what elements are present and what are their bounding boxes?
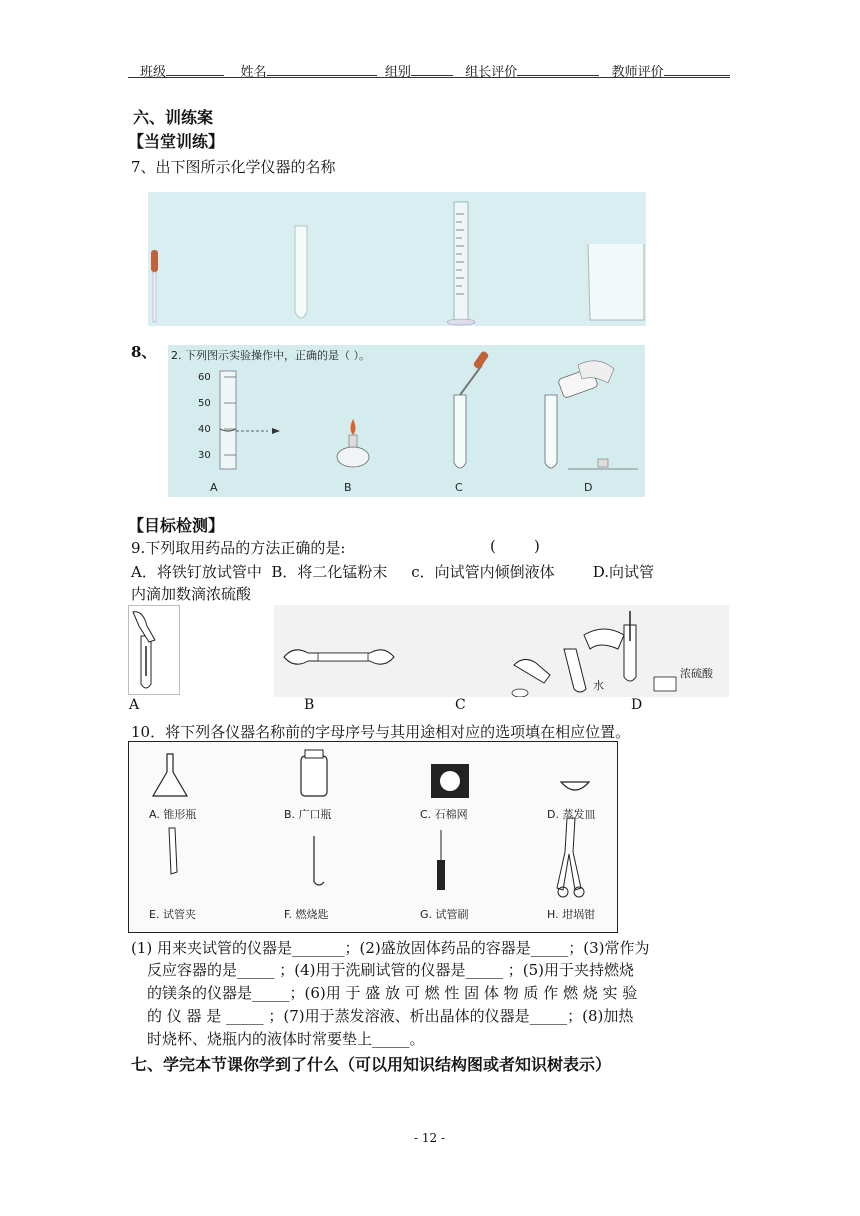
leader-eval-blank[interactable] <box>517 63 599 76</box>
question-9-paren[interactable]: ( ) <box>490 537 540 555</box>
question-8-image <box>168 345 645 497</box>
q8-diagram <box>168 345 645 497</box>
q9c-stopper-icon <box>512 689 528 697</box>
header-rule <box>128 77 730 78</box>
c-dropper-icon <box>473 350 490 369</box>
q10-line-1: (1) 用来夹试管的仪器是_______；(2)盛放固体药品的容器是_____；(3)常作为 <box>131 939 650 957</box>
question-9-options: A．将铁钉放试管中 B．将二化锰粉末 c．向试管内倾倒液体 D.向试管 <box>131 563 655 581</box>
instrument-drawing <box>148 192 646 326</box>
item-d-label: D. 蒸发皿 <box>547 808 596 821</box>
teacher-eval-blank[interactable] <box>664 63 730 76</box>
item-c-label: C. 石棉网 <box>420 808 468 821</box>
q9c-bottle-icon <box>584 629 624 649</box>
name-label: 姓名 <box>240 65 267 80</box>
bottle-cap-icon <box>598 459 608 467</box>
question-7: 7、出下图所示化学仪器的名称 <box>131 158 336 176</box>
q8-label-a: A <box>210 481 218 494</box>
q9-water-label: 水 <box>593 679 604 692</box>
q8-label-b: B <box>344 481 352 494</box>
class-blank[interactable] <box>166 63 224 76</box>
question-8-number: 8、 <box>131 343 157 361</box>
q8-label-d: D <box>584 481 593 494</box>
tick-30: 30 <box>198 450 211 461</box>
dropper-bulb-icon <box>151 250 158 272</box>
item-g-label: G. 试管刷 <box>420 908 469 921</box>
group-blank[interactable] <box>411 63 453 76</box>
acid-bottle-icon <box>654 677 676 691</box>
q8-image-question: 2. 下列图示实验操作中，正确的是（ ）。 <box>171 349 370 362</box>
question-9-stem: 9.下列取用药品的方法正确的是: <box>131 539 346 557</box>
cylinder-icon <box>220 371 236 469</box>
leader-eval-label: 组长评价 <box>465 65 518 80</box>
goal-check-title: 【目标检测】 <box>128 516 225 535</box>
flame-icon <box>351 419 356 435</box>
group-label: 组别 <box>384 65 411 80</box>
conical-flask-icon <box>153 754 187 796</box>
q9-label-c: C <box>455 697 466 713</box>
wide-mouth-bottle-icon <box>301 756 327 796</box>
item-f-label: F. 燃烧匙 <box>284 908 329 921</box>
q9-acid-label: 浓硫酸 <box>680 667 713 680</box>
alcohol-lamp-icon <box>337 447 369 467</box>
q10-line-2: 反应容器的是_____ ；(4)用于洗刷试管的仪器是_____ ；(5)用于夹持燃烧 <box>147 961 635 979</box>
q10-line-5: 时烧杯、烧瓶内的液体时常要垫上_____。 <box>147 1030 425 1048</box>
q9-label-a: A <box>129 697 140 713</box>
q9-image-a <box>128 605 180 695</box>
page-number: - 12 - <box>414 1131 446 1145</box>
eye-icon <box>272 428 280 434</box>
item-a-label: A. 锥形瓶 <box>149 808 197 821</box>
section-7-title: 七、学完本节课你学到了什么（可以用知识结构图或者知识树表示） <box>131 1055 612 1074</box>
tick-60: 60 <box>198 372 211 383</box>
q10-line-3: 的镁条的仪器是_____；(6)用 于 盛 放 可 燃 性 固 体 物 质 作 燃 烧 实 验 <box>147 984 638 1002</box>
q9c-hand-icon <box>514 659 550 683</box>
evaporating-dish-icon <box>561 782 589 790</box>
instrument-photo <box>148 192 646 326</box>
q9-image-bcd <box>274 605 729 697</box>
section-6-title: 六、训练案 <box>133 108 214 127</box>
q10-line-4: 的 仪 器 是 _____ ；(7)用于蒸发溶液、析出晶体的仪器是_____；(8)加热 <box>147 1007 634 1025</box>
test-tube-icon <box>295 226 307 318</box>
q9-label-b: B <box>304 697 315 713</box>
question-10-stem: 10．将下列各仪器名称前的字母序号与其用途相对应的选项填在相应位置。 <box>131 723 631 741</box>
dropper-tube-icon <box>153 272 156 322</box>
graduated-cylinder-icon <box>454 202 468 320</box>
item-h-label: H. 坩埚钳 <box>547 908 596 921</box>
tick-40: 40 <box>198 424 211 435</box>
name-blank[interactable] <box>267 63 377 76</box>
class-training-title: 【当堂训练】 <box>128 132 225 151</box>
q8-label-c: C <box>455 481 463 494</box>
test-tube-clamp-icon <box>169 828 177 874</box>
question-9-options-cont: 内滴加数滴浓硫酸 <box>131 585 252 603</box>
beaker-icon <box>588 244 644 320</box>
d-test-tube-icon <box>545 395 557 468</box>
tick-50: 50 <box>198 398 211 409</box>
c-test-tube-icon <box>454 395 466 468</box>
class-label: 班级 <box>140 65 167 80</box>
q9b-test-tube-icon <box>318 653 368 661</box>
teacher-eval-label: 教师评价 <box>611 65 664 80</box>
item-e-label: E. 试管夹 <box>149 908 196 921</box>
q9-label-d: D <box>631 697 643 713</box>
crucible-tongs-icon <box>557 818 581 890</box>
q9c-test-tube-icon <box>564 649 586 692</box>
item-b-label: B. 广口瓶 <box>284 808 332 821</box>
instrument-chart <box>128 741 618 933</box>
